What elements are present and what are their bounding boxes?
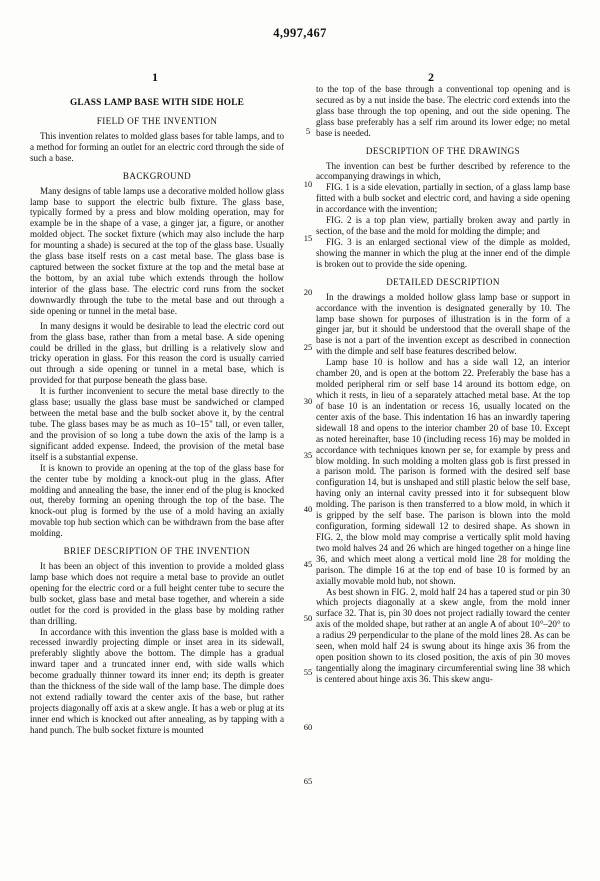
document-title: GLASS LAMP BASE WITH SIDE HOLE [70, 98, 244, 108]
paragraph: Many designs of table lamps use a decorative molded hollow glass lamp base to support the electric bulb fixture. The glass base, typically formed by a press and blow molding operation, may for example be in the shape of a vase, a ginger jar, a figure, or another molded object. The socket fixture (which may also include the harp for mounting a shade) is secured at the top of the glass base. Usually the glass base itself rests on a cast metal base. The glass base is captured between the socket fixture at the top and the metal base at the bottom, by an axial tube which extends through the hollow interior of the glass base. The electric cord runs from the socket downwardly through the tube to the metal base and out through a side opening or tunnel in the metal base. [30, 185, 284, 316]
paragraph: The invention can best be further described by reference to the accompanying drawings in which, [316, 160, 570, 182]
line-number: 45 [303, 559, 313, 569]
line-number: 5 [305, 126, 311, 136]
heading-background: BACKGROUND [122, 170, 192, 181]
line-number: 35 [303, 450, 313, 460]
line-number: 50 [303, 613, 313, 623]
line-number: 20 [303, 287, 313, 297]
line-number: 65 [303, 776, 313, 786]
line-number: 15 [303, 233, 313, 243]
paragraph: to the top of the base through a conventional top opening and is secured as by a nut inside the base. The electric cord extends into the glass base through the top opening, and out the side opening. The glass base preferably has a self rim around its lower edge; no metal base is needed. [316, 84, 570, 138]
paragraph: FIG. 2 is a top plan view, partially broken away and partly in section, of the base and the mold for molding the dimple; and [316, 215, 570, 237]
paragraph: In many designs it would be desirable to lead the electric cord out from the glass base, rather than from a metal base. A side opening could be drilled in the glass, but drilling is a relatively slow and tricky operation in glass. For this reason the cord is usually carried out through a side opening or tunnel in a metal base, which is provided for that purpose beneath the glass base. [30, 320, 284, 386]
paragraph: It is known to provide an opening at the top of the glass base for the center tube by molding a knock-out plug in the glass. After molding and annealing the base, the inner end of the plug is knocked out, thereby forming an opening through the top of the base. The knock-out plug is formed by the use of a mold having an axially movable top hub section which can be withdrawn from the base after molding. [30, 462, 284, 539]
paragraph: This invention relates to molded glass bases for table lamps, and to a method for forming an outlet for an electric cord through the side of such a base. [30, 130, 284, 163]
left-column [30, 84, 284, 736]
line-number: 55 [303, 667, 313, 677]
paragraph: In the drawings a molded hollow glass lamp base or support in accordance with the invention is designated generally by 10. The lamp base shown for purposes of illustration is in the form of a ginger jar, but it should be understood that the overall shape of the base is not a part of the invention except as described in connection with the dimple and self base features described below. [316, 291, 570, 357]
heading-detailed-description: DETAILED DESCRIPTION [386, 276, 500, 287]
heading-brief-description: BRIEF DESCRIPTION OF THE INVENTION [63, 546, 251, 557]
line-number: 40 [303, 504, 313, 514]
column-number-right: 2 [428, 70, 434, 84]
paragraph: Lamp base 10 is hollow and has a side wall 12, an interior chamber 20, and is open at the bottom 22. Preferably the base has a molded peripheral rim or self base 14 around its bottom edge, on which it rests, in lieu of a separately attached metal base. At the top of base 10 is an indentation or recess 16, usually located on the center axis of the base. This indentation 16 has an inwardly tapering sidewall 18 and opens to the interior chamber 20 of base 10. Except as noted hereinafter, base 10 (including recess 16) may be molded in accordance with techniques known per se, for example by press and blow molding. In such molding a molten glass gob is first pressed in a parison mold. The parison is formed with the desired self base configuration 14, but is unshaped and still plastic below the self base, having only an internal cavity pressed into it for subsequent blow molding. The parison is then transferred to a blow mold, in which it is gripped by the self base. The parison is blown into the mold configuration, forming sidewall 12 to desired shape. As shown in FIG. 2, the blow mold may comprise a vertically split mold having two mold halves 24 and 26 which are hinged together on a hinge line 36, and which meet along a vertical mold line 28 for molding the parison. The dimple 16 at the top end of base 10 is formed by an axially movable mold hub, not shown. [316, 357, 570, 586]
heading-description-of-drawings: DESCRIPTION OF THE DRAWINGS [365, 145, 521, 156]
line-number: 60 [303, 722, 313, 732]
paragraph: As best shown in FIG. 2, mold half 24 has a tapered stud or pin 30 which projects diagonally at a skew angle, from the mold inner surface 32. That is, pin 30 does not project radially toward the center axis of the molded shape, but rather at an angle A of about 10°–20° to a radius 29 perpendicular to the plane of the mold lines 28. As can be seen, when mold half 24 is swung about its hinge axis 36 from the open position shown to its closed position, the axis of pin 30 moves tangentially along the imaginary circumferential swing line 38 which is centered about hinge axis 36. This skew angu- [316, 586, 570, 684]
paragraph: FIG. 3 is an enlarged sectional view of the dimple as molded, showing the manner in which the plug at the inner end of the dimple is broken out to provide the side opening. [316, 236, 570, 269]
heading-field-of-invention: FIELD OF THE INVENTION [96, 116, 218, 126]
paragraph: In accordance with this invention the glass base is molded with a recessed inwardly projecting dimple or inset area in its sidewall, preferably slightly above the bottom. The dimple has a gradual inward taper and a truncated inner end, with side walls which become gradually thinner toward its inner end; its depth is greater than the thickness of the side wall of the lamp base. The dimple does not extend radially toward the center axis of the base, but rather projects diagonally off axis at a skew angle. It has a web or plug at its inner end which is knocked out after annealing, as by tapping with a hand punch. The bulb socket fixture is mounted [30, 626, 284, 735]
line-number: 25 [303, 342, 313, 352]
right-column [316, 84, 570, 685]
line-number: 30 [303, 396, 313, 406]
patent-number: 4,997,467 [273, 26, 327, 40]
column-number-left: 1 [152, 70, 158, 84]
paragraph: It is further inconvenient to secure the metal base directly to the glass base; usually the glass base must be sandwiched or clamped between the metal base and the bulb socket above it, by the central tube. The glass bases may be as much as 10–15" tall, or even taller, and the provision of so long a tube down the axis of the lamp is a significant added expense. Indeed, the provision of the metal base itself is a substantial expense. [30, 386, 284, 462]
line-number: 10 [303, 179, 313, 189]
paragraph: FIG. 1 is a side elevation, partially in section, of a glass lamp base fitted with a bulb socket and electric cord, and having a side opening in accordance with the invention; [316, 182, 570, 215]
paragraph: It has been an object of this invention to provide a molded glass lamp base which does not require a metal base to provide an outlet opening for the electric cord or a full height center tube to secure the bulb socket, glass base and metal base together, and wherein a side outlet for the cord is provided in the glass base by molding rather than drilling. [30, 561, 284, 626]
